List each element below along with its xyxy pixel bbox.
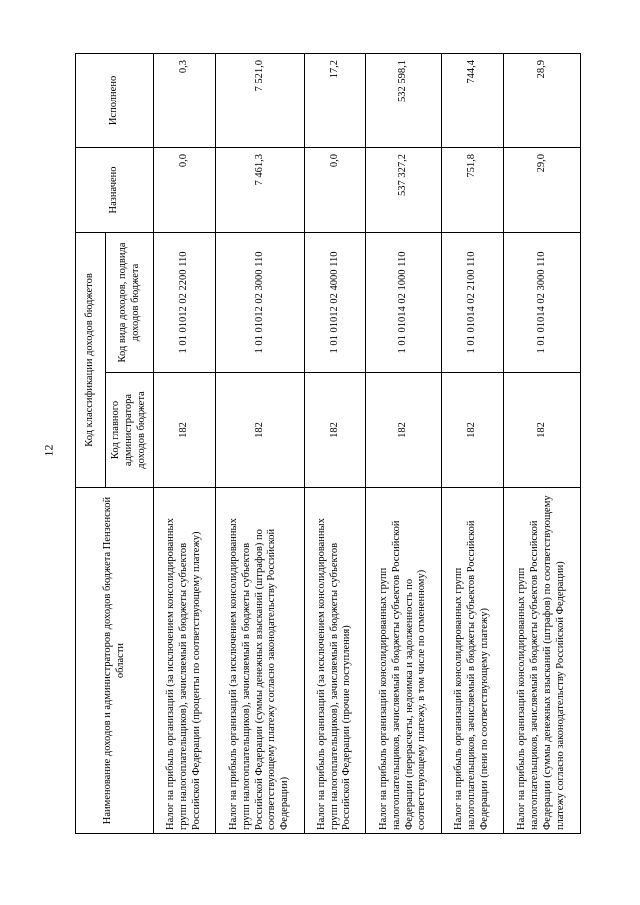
row-assigned: 29,0 [504,147,581,232]
row-income-code: 1 01 01014 02 3000 110 [504,232,581,372]
table-row [154,53,216,833]
header-income-code: Код вида доходов, подвида доходов бюджета [106,232,154,372]
row-name: Налог на прибыль организаций консолидированных групп налогоплательщиков, зачисляемый в бюджеты субъектов Российской Федерации (суммы денежных взысканий (штрафов) по соответствующему платежу согласно законодательству Российской Федерации) [504,488,581,834]
row-assigned: 751,8 [442,147,504,232]
table-row [504,53,581,833]
table-row [442,53,504,833]
row-assigned: 537 327,2 [366,147,442,232]
rotated-table-container [75,54,566,834]
table-row [366,53,442,833]
header-assigned: Назначено [76,147,154,232]
header-classification-group: Код классификации доходов бюджетов [76,232,106,487]
header-executed: Исполнено [76,53,154,147]
row-admin-code: 182 [154,373,216,488]
row-income-code: 1 01 01012 02 4000 110 [305,232,366,372]
row-executed: 0,3 [154,53,216,147]
row-name: Налог на прибыль организаций (за исключением консолидированных групп налогоплательщиков), зачисляемый в бюджеты субъектов Российской Федерации (проценты по соответствующему платежу) [154,488,216,834]
row-name: Налог на прибыль организаций (за исключением консолидированных групп налогоплательщиков), зачисляемый в бюджеты субъектов Российской Федерации (прочие поступления) [305,488,366,834]
row-assigned: 7 461,3 [216,147,305,232]
row-name: Налог на прибыль организаций (за исключением консолидированных групп налогоплательщиков), зачисляемый в бюджеты субъектов Российской Федерации (суммы денежных взысканий (штрафов) по соответствующему платежу согласно законодательству Российской Федерации) [216,488,305,834]
row-executed: 28,9 [504,53,581,147]
header-name: Наименование доходов и администраторов доходов бюджета Пензенской области [76,488,154,834]
row-income-code: 1 01 01012 02 2200 110 [154,232,216,372]
row-assigned: 0,0 [154,147,216,232]
row-executed: 532 598,1 [366,53,442,147]
row-assigned: 0,0 [305,147,366,232]
row-name: Налог на прибыль организаций консолидированных групп налогоплательщиков, зачисляемый в бюджеты субъектов Российской Федерации (пени по соответствующему платежу) [442,488,504,834]
row-income-code: 1 01 01012 02 3000 110 [216,232,305,372]
row-executed: 7 521,0 [216,53,305,147]
row-executed: 744,4 [442,53,504,147]
row-admin-code: 182 [305,373,366,488]
header-admin-code: Код главного администратора доходов бюджета [106,373,154,488]
row-income-code: 1 01 01014 02 2100 110 [442,232,504,372]
row-admin-code: 182 [504,373,581,488]
table-row [305,53,366,833]
row-name: Налог на прибыль организаций консолидированных групп налогоплательщиков, зачисляемый в бюджеты субъектов Российской Федерации (перерасчеты, недоимка и задолженность по соответствующему платежу, в том числе по отмененному) [366,488,442,834]
budget-revenue-table [75,53,581,834]
row-admin-code: 182 [366,373,442,488]
page-number: 12 [41,444,56,457]
row-admin-code: 182 [216,373,305,488]
table-row [216,53,305,833]
row-admin-code: 182 [442,373,504,488]
row-income-code: 1 01 01014 02 1000 110 [366,232,442,372]
row-executed: 17,2 [305,53,366,147]
